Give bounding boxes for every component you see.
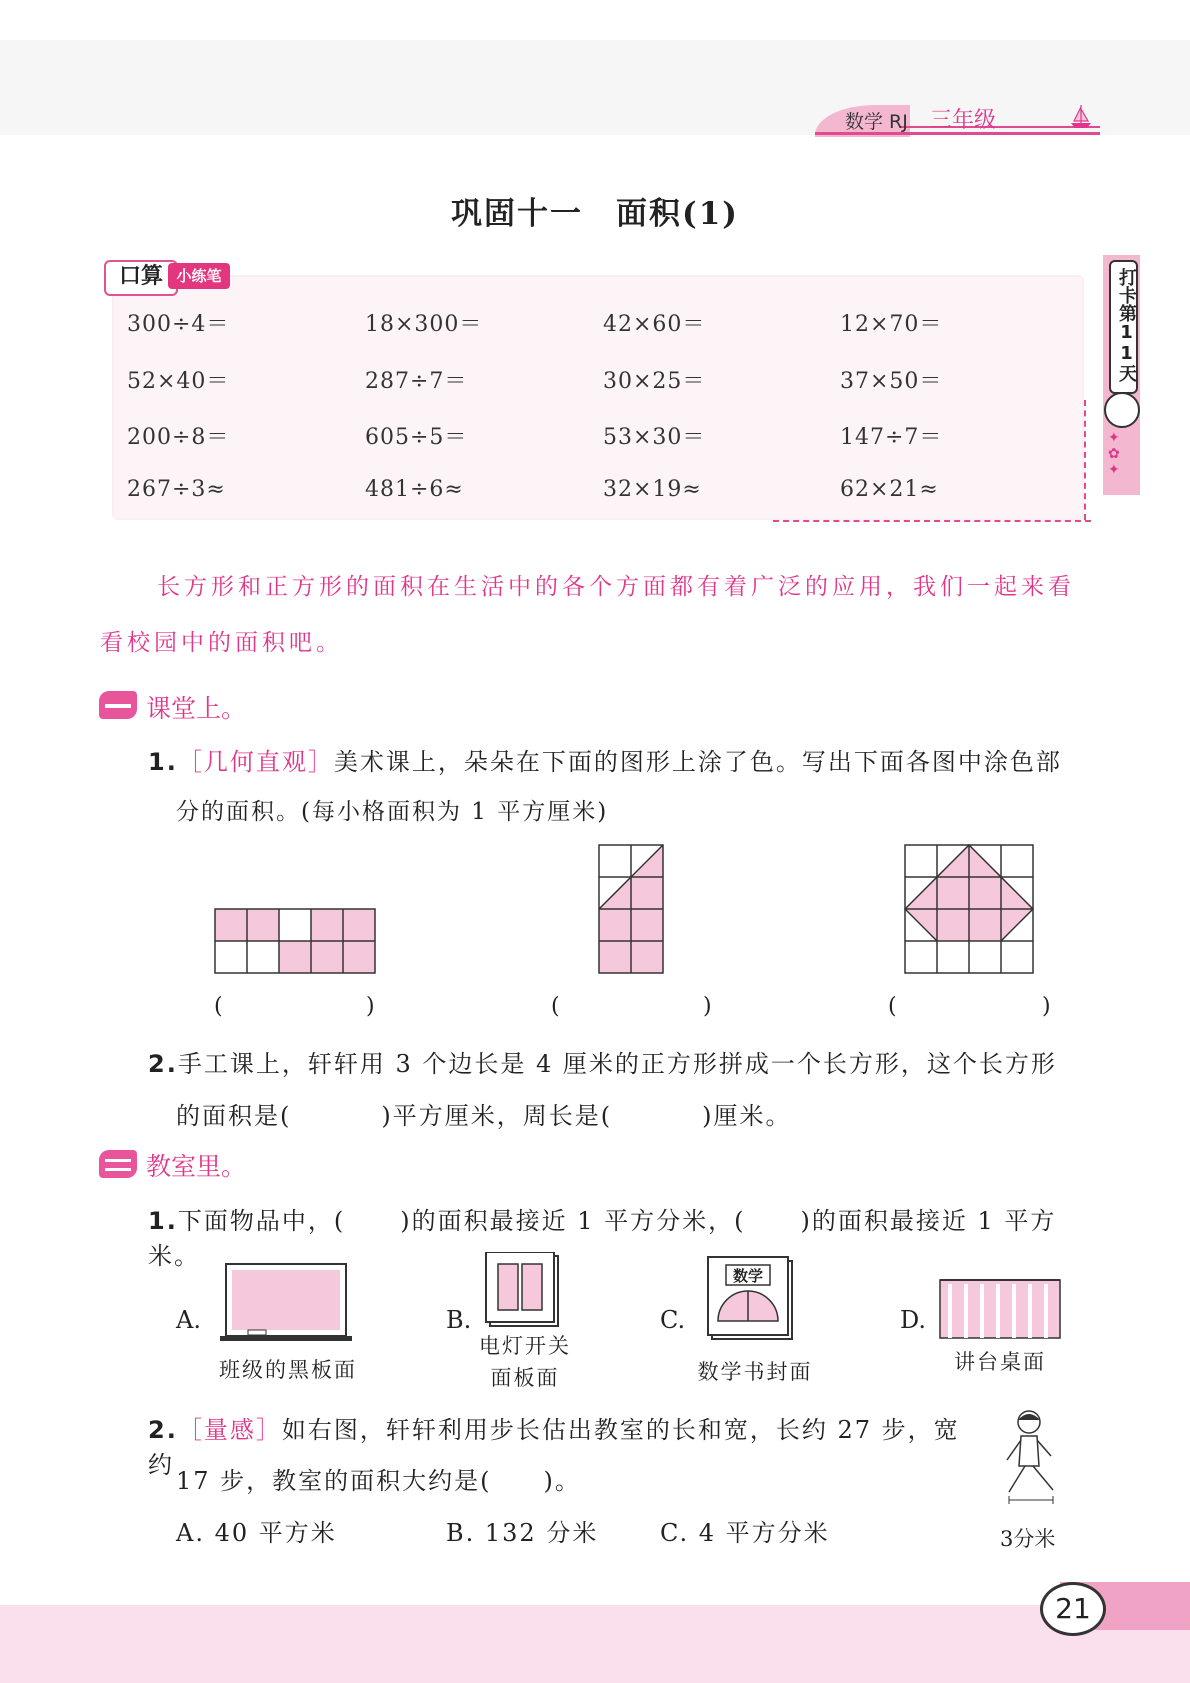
calc-item: 605÷5＝ bbox=[365, 425, 468, 450]
answer-paren-close: ) bbox=[703, 994, 712, 1019]
calc-item: 52×40＝ bbox=[127, 369, 230, 394]
option-caption: 电灯开关 bbox=[479, 1334, 571, 1358]
calc-item: 267÷3≈ bbox=[127, 477, 226, 502]
question-tag: ［量感］ bbox=[177, 1416, 282, 1444]
intro-line1: 长方形和正方形的面积在生活中的各个方面都有着广泛的应用，我们一起来看 bbox=[157, 574, 1075, 600]
option-caption: 面板面 bbox=[490, 1366, 560, 1390]
header-band bbox=[0, 40, 1190, 135]
question-number: 2. bbox=[148, 1050, 178, 1078]
checkin-circle[interactable] bbox=[1104, 392, 1140, 428]
question-text: )的面积最接近 1 平方米。 bbox=[148, 1207, 1057, 1270]
question-text: 分的面积。(每小格面积为 1 平方厘米) bbox=[176, 799, 609, 825]
question-text: 如右图，轩轩利用步长估出教室的长和宽，长约 27 步，宽约 bbox=[148, 1416, 960, 1479]
header-grade: 三年级 bbox=[930, 108, 997, 133]
grid-figure-3 bbox=[904, 844, 1036, 976]
calc-item: 12×70＝ bbox=[840, 312, 943, 337]
answer-blank[interactable] bbox=[572, 990, 697, 1020]
oral-calc-tag: 口算 bbox=[104, 260, 178, 296]
calc-item: 42×60＝ bbox=[603, 312, 706, 337]
calc-item: 37×50＝ bbox=[840, 369, 943, 394]
option-letter: D. bbox=[900, 1306, 927, 1334]
option-caption: 班级的黑板面 bbox=[219, 1358, 357, 1382]
section1-title: 课堂上。 bbox=[146, 694, 247, 723]
choice-a[interactable]: A. 40 平方米 bbox=[176, 1519, 337, 1547]
book-title: 数学 bbox=[732, 1267, 764, 1285]
oral-calc-subtag: 小练笔 bbox=[168, 263, 230, 289]
blackboard-icon bbox=[220, 1262, 352, 1344]
calc-item: 481÷6≈ bbox=[365, 477, 464, 502]
choice-c[interactable]: C. 4 平方分米 bbox=[660, 1519, 830, 1547]
answer-paren-open: ( bbox=[551, 994, 560, 1019]
page-title: 巩固十一 面积(1) bbox=[451, 196, 739, 232]
choice-b[interactable]: B. 132 分米 bbox=[446, 1519, 599, 1547]
footer-band bbox=[0, 1605, 1190, 1683]
section2-title: 教室里。 bbox=[146, 1152, 247, 1181]
calc-item: 18×300＝ bbox=[365, 312, 483, 337]
section1-badge-bar bbox=[105, 704, 131, 708]
question-text: 下面物品中，( bbox=[177, 1207, 346, 1235]
question-text: 17 步，教室的面积大约是( )。 bbox=[176, 1467, 581, 1495]
intro-line2: 看校园中的面积吧。 bbox=[100, 630, 343, 656]
option-letter: A. bbox=[176, 1306, 201, 1334]
checkin-text: 打卡第11天 bbox=[1116, 268, 1137, 382]
section2-badge bbox=[99, 1150, 137, 1178]
question-number: 1. bbox=[148, 748, 178, 776]
calc-item: 147÷7＝ bbox=[840, 425, 943, 450]
option-letter: B. bbox=[446, 1306, 472, 1334]
question-number: 1. bbox=[148, 1207, 178, 1235]
question-tag: ［几何直观］ bbox=[177, 748, 334, 776]
calc-item: 287÷7＝ bbox=[365, 369, 468, 394]
calc-item: 300÷4＝ bbox=[127, 312, 230, 337]
question-text: 的面积是( bbox=[176, 1102, 292, 1130]
math-book-icon bbox=[704, 1255, 796, 1343]
answer-paren-open: ( bbox=[888, 994, 897, 1019]
question-text: 手工课上，轩轩用 3 个边长是 4 厘米的正方形拼成一个长方形，这个长方形 bbox=[177, 1050, 1057, 1078]
answer-paren-open: ( bbox=[214, 994, 223, 1019]
podium-desk-icon bbox=[938, 1272, 1062, 1340]
section2-badge-bar bbox=[105, 1168, 131, 1171]
question-text: )厘米。 bbox=[702, 1102, 792, 1130]
answer-paren-close: ) bbox=[366, 994, 375, 1019]
grid-figure-2 bbox=[598, 844, 666, 976]
calc-item: 200÷8＝ bbox=[127, 425, 230, 450]
grid-figure-1 bbox=[214, 908, 378, 976]
calc-item: 30×25＝ bbox=[603, 369, 706, 394]
dashed-line bbox=[773, 520, 1091, 522]
sailboat-icon bbox=[1070, 103, 1092, 129]
calc-item: 32×19≈ bbox=[603, 477, 702, 502]
header-subject: 数学 RJ bbox=[845, 111, 908, 133]
star-decoration-icon: ✦ ✿ ✦ bbox=[1108, 430, 1120, 478]
dashed-line bbox=[1084, 400, 1086, 520]
figure-label: 3分米 bbox=[1000, 1527, 1056, 1551]
question-text: )平方厘米，周长是( bbox=[381, 1102, 613, 1130]
light-switch-icon bbox=[484, 1252, 564, 1332]
question-number: 2. bbox=[148, 1416, 178, 1444]
option-caption: 讲台桌面 bbox=[954, 1350, 1046, 1374]
answer-paren-close: ) bbox=[1042, 994, 1051, 1019]
question-text: 美术课上，朵朵在下面的图形上涂了色。写出下面各图中涂色部 bbox=[333, 748, 1062, 776]
option-letter: C. bbox=[660, 1306, 686, 1334]
calc-item: 62×21≈ bbox=[840, 477, 939, 502]
question-text: )的面积最接近 1 平方分米，( bbox=[400, 1207, 746, 1235]
answer-blank[interactable] bbox=[909, 990, 1034, 1020]
calc-item: 53×30＝ bbox=[603, 425, 706, 450]
option-caption: 数学书封面 bbox=[697, 1360, 813, 1384]
section2-badge-bar bbox=[105, 1159, 131, 1162]
page-number: 21 bbox=[1040, 1582, 1106, 1636]
answer-blank[interactable] bbox=[235, 990, 360, 1020]
walking-boy-icon bbox=[995, 1408, 1067, 1518]
